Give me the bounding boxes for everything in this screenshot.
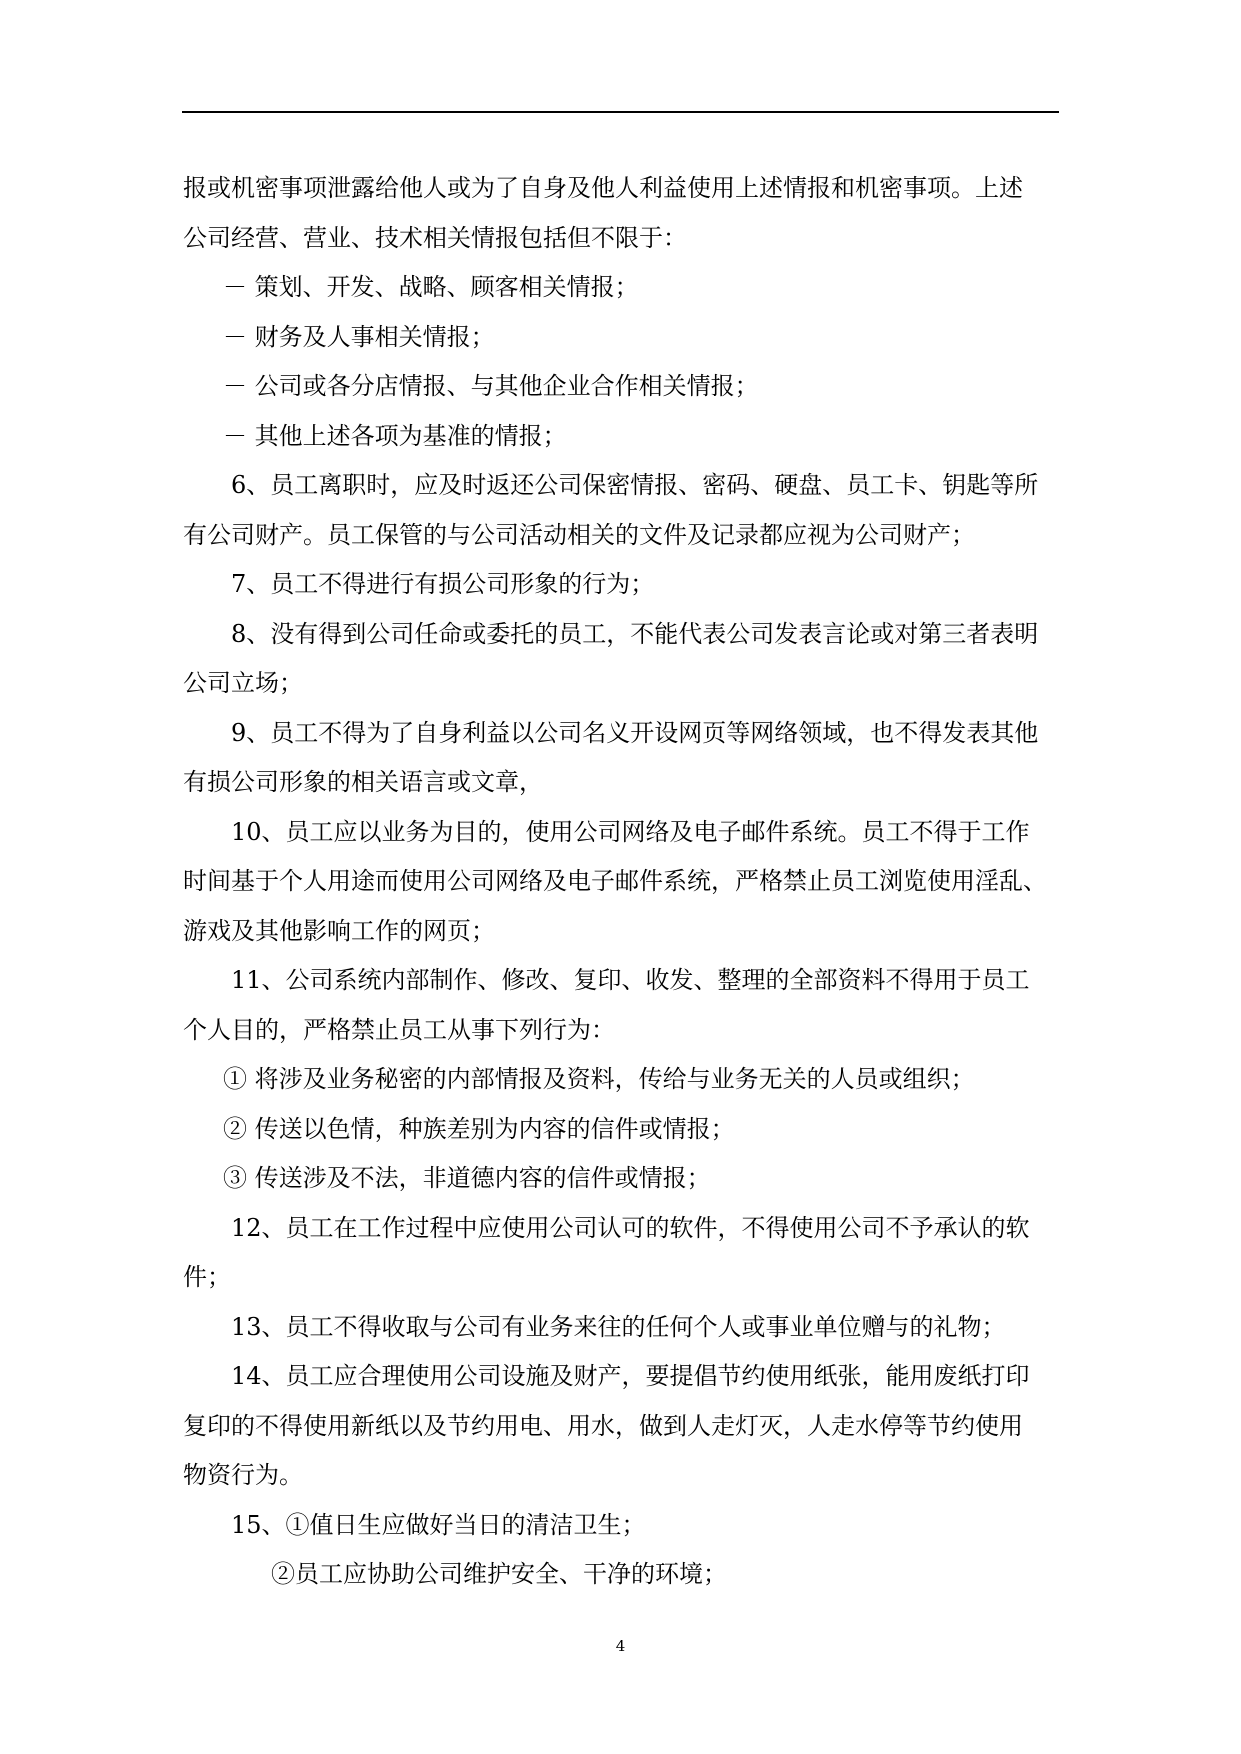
- text-line: 件；: [183, 1263, 231, 1291]
- list-item: － 财务及人事相关情报；: [223, 322, 495, 351]
- body-text: [183, 164, 1063, 1600]
- text-line: 公司经营、营业、技术相关情报包括但不限于：: [183, 223, 687, 252]
- clause-9: 9、员工不得为了自身利益以公司名义开设网页等网络领域，也不得发表其他: [231, 718, 1039, 747]
- list-item: － 公司或各分店情报、与其他企业合作相关情报；: [223, 372, 759, 400]
- clause-10: 10、员工应以业务为目的，使用公司网络及电子邮件系统。员工不得于工作: [231, 817, 1030, 846]
- text-line: 有损公司形象的相关语言或文章，: [183, 768, 543, 796]
- text-line: 公司立场；: [183, 669, 303, 697]
- clause-13: 13、员工不得收取与公司有业务来往的任何个人或事业单位赠与的礼物；: [231, 1312, 1006, 1341]
- clause-12: 12、员工在工作过程中应使用公司认可的软件，不得使用公司不予承认的软: [231, 1213, 1030, 1242]
- text-line: 报或机密事项泄露给他人或为了自身及他人利益使用上述情报和机密事项。上述: [183, 174, 1023, 202]
- text-line: 有公司财产。员工保管的与公司活动相关的文件及记录都应视为公司财产；: [183, 520, 975, 549]
- page-number: 4: [615, 1637, 626, 1655]
- header-rule: [182, 111, 1059, 113]
- list-item: ① 将涉及业务秘密的内部情报及资料，传给与业务无关的人员或组织；: [223, 1065, 975, 1093]
- clause-14: 14、员工应合理使用公司设施及财产，要提倡节约使用纸张，能用废纸打印: [231, 1362, 1030, 1390]
- list-item: ②员工应协助公司维护安全、干净的环境；: [271, 1560, 727, 1588]
- text-line: 复印的不得使用新纸以及节约用电、用水，做到人走灯灭，人走水停等节约使用: [183, 1411, 1023, 1440]
- text-line: 个人目的，严格禁止员工从事下列行为：: [183, 1015, 615, 1044]
- clause-11: 11、公司系统内部制作、修改、复印、收发、整理的全部资料不得用于员工: [231, 966, 1030, 994]
- list-item: － 其他上述各项为基准的情报；: [223, 421, 567, 450]
- clause-8: 8、没有得到公司任命或委托的员工，不能代表公司发表言论或对第三者表明: [231, 619, 1039, 648]
- list-item: － 策划、开发、战略、顾客相关情报；: [223, 273, 639, 301]
- text-line: 游戏及其他影响工作的网页；: [183, 916, 495, 945]
- text-line: 物资行为。: [183, 1461, 303, 1489]
- text-line: 时间基于个人用途而使用公司网络及电子邮件系统，严格禁止员工浏览使用淫乱、: [183, 867, 1047, 895]
- clause-6: 6、员工离职时，应及时返还公司保密情报、密码、硬盘、员工卡、钥匙等所: [231, 471, 1039, 499]
- list-item: ③ 传送涉及不法，非道德内容的信件或情报；: [223, 1164, 711, 1192]
- clause-15: 15、①值日生应做好当日的清洁卫生；: [231, 1510, 646, 1539]
- clause-7: 7、员工不得进行有损公司形象的行为；: [231, 570, 655, 598]
- list-item: ② 传送以色情，种族差别为内容的信件或情报；: [223, 1114, 735, 1143]
